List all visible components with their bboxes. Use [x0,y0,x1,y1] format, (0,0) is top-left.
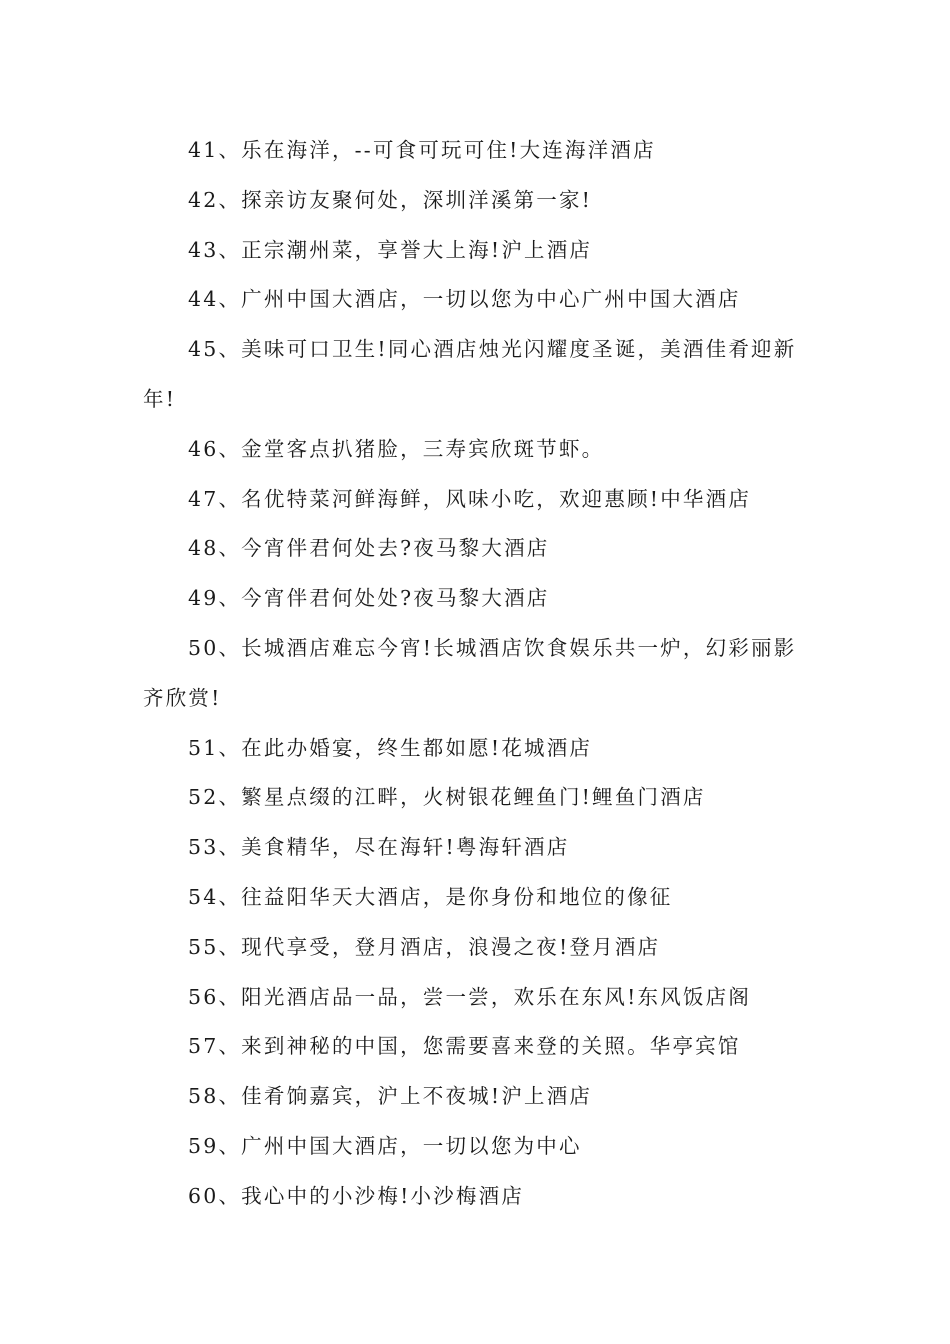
list-item: 45、美味可口卫生!同心酒店烛光闪耀度圣诞，美酒佳肴迎新年! [143,337,797,411]
list-item: 60、我心中的小沙梅!小沙梅酒店 [188,1183,525,1208]
list-item: 44、广州中国大酒店，一切以您为中心广州中国大酒店 [188,287,741,312]
list-item: 56、阳光酒店品一品，尝一尝，欢乐在东风!东风饭店阁 [188,984,752,1009]
list-item: 47、名优特菜河鲜海鲜，风味小吃，欢迎惠顾!中华酒店 [188,486,752,511]
list-item: 58、佳肴饷嘉宾，沪上不夜城!沪上酒店 [188,1084,593,1109]
list-item: 48、今宵伴君何处去?夜马黎大酒店 [188,536,550,561]
list-item: 46、金堂客点扒猪脸，三寿宾欣斑节虾。 [188,436,605,461]
list-item: 52、繁星点缀的江畔，火树银花鲤鱼门!鲤鱼门酒店 [188,785,706,810]
list-item: 57、来到神秘的中国，您需要喜来登的关照。华亭宾馆 [188,1034,741,1059]
list-item: 51、在此办婚宴，终生都如愿!花城酒店 [188,735,593,760]
list-item: 42、探亲访友聚何处，深圳洋溪第一家! [188,187,593,212]
list-item: 53、美食精华，尽在海轩!粤海轩酒店 [188,835,570,860]
list-item: 41、乐在海洋，--可食可玩可住!大连海洋酒店 [188,138,656,162]
document-body [143,126,808,1222]
list-item: 43、正宗潮州菜，享誉大上海!沪上酒店 [188,237,593,262]
list-item: 54、往益阳华天大酒店，是你身份和地位的像征 [188,884,673,909]
list-item: 50、长城酒店难忘今宵!长城酒店饮食娱乐共一炉，幻彩丽影齐欣赏! [143,635,797,710]
list-item: 59、广州中国大酒店，一切以您为中心 [188,1133,582,1158]
list-item: 55、现代享受，登月酒店，浪漫之夜!登月酒店 [188,934,661,959]
list-item: 49、今宵伴君何处处?夜马黎大酒店 [188,586,550,611]
